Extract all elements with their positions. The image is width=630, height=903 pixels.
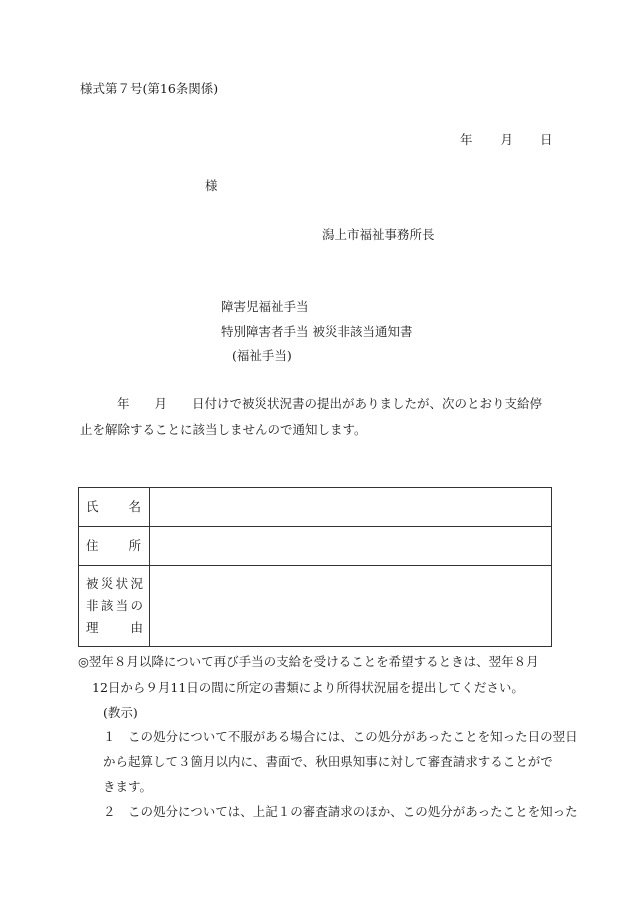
title-line-3: (福祉手当) (232, 348, 292, 363)
body-line-1: 年 月 日付けで被災状況書の提出がありましたが、次のとおり支給停 (117, 396, 543, 411)
instruction-1-line-2: から起算して３箇月以内に、書面で、秋田県知事に対して審査請求することがで (103, 754, 553, 769)
instructions-heading: (教示) (103, 705, 138, 720)
name-label: 氏 名 (86, 498, 141, 514)
address-value (150, 527, 552, 566)
reason-value (150, 566, 552, 647)
addressee-suffix: 様 (205, 178, 218, 193)
instruction-1-line-3: きます。 (103, 779, 153, 794)
reason-label: 被 災 状 況 非 該 当 の 理 由 (86, 576, 143, 635)
instruction-2-line-1: ２ この処分については、上記１の審査請求のほか、この処分があったことを知った (103, 804, 578, 819)
date-month: 月 (500, 132, 514, 147)
reason-label-cell (79, 566, 150, 647)
name-label-cell (79, 488, 150, 527)
note-line-2: 12日から９月11日の間に所定の書類により所得状況届を提出してください。 (92, 680, 524, 695)
sender: 潟上市福祉事務所長 (322, 227, 435, 242)
address-label: 住 所 (86, 537, 141, 553)
date-day: 日 (540, 132, 553, 147)
date-year: 年 (460, 132, 473, 147)
table-row-reason (79, 566, 552, 647)
table-row-name (79, 488, 552, 527)
instruction-1-line-1: １ この処分について不服がある場合には、この処分があったことを知った日の翌日 (103, 729, 578, 744)
form-number: 様式第７号(第16条関係) (80, 81, 219, 96)
issue-date (460, 134, 553, 147)
title-line-1: 障害児福祉手当 (221, 299, 309, 314)
name-value (150, 488, 552, 527)
address-label-cell (79, 527, 150, 566)
title-line-2: 特別障害者手当 被災非該当通知書 (221, 324, 413, 339)
note-line-1: ◎翌年８月以降について再び手当の支給を受けることを希望するときは、翌年８月 (78, 654, 539, 669)
table-row-address (79, 527, 552, 566)
info-table (78, 487, 552, 647)
body-line-2: 止を解除することに該当しませんので通知します。 (80, 422, 367, 437)
